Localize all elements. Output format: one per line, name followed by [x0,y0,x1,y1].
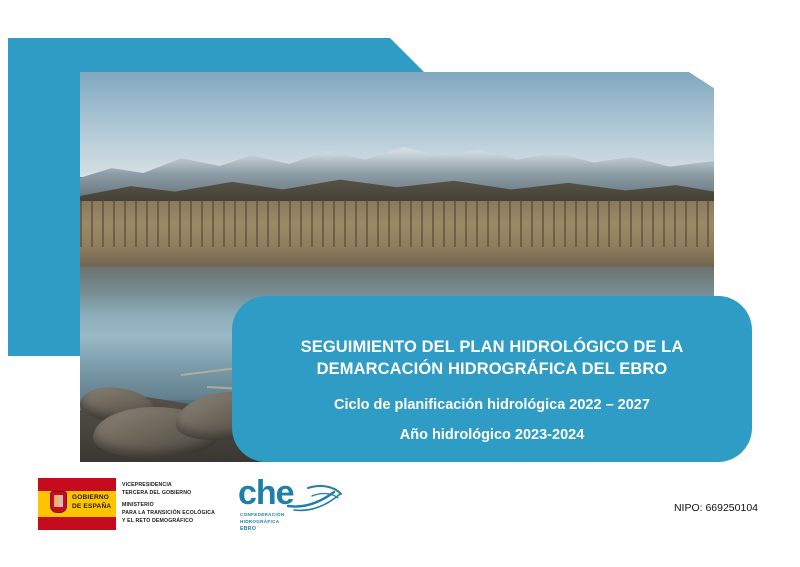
page-title-line-1: SEGUIMIENTO DEL PLAN HIDROLÓGICO DE LA [300,338,684,356]
page-subtitle-year: Año hidrológico 2023-2024 [399,426,585,443]
water-swirl-icon [284,482,344,512]
cover-footer [0,470,800,567]
gobierno-label-line-2: DE ESPAÑA [72,502,112,510]
page-subtitle-cycle: Ciclo de planificación hidrológica 2022 – 2027 [334,396,650,413]
ministerio-line-1: MINISTERIO [122,502,154,509]
gobierno-label [72,494,111,512]
ministerio-line-2: PARA LA TRANSICIÓN ECOLÓGICA [122,510,216,517]
vicepresidencia-line-1: VICEPRESIDENCIA [122,482,172,488]
photo-treeline [80,201,714,248]
ministry-text-block [122,478,215,530]
cover-title-panel [232,296,752,462]
vicepresidencia-block [122,481,215,497]
che-subtitle-line-2: HIDROGRÁFICA [240,518,280,524]
che-subtitle-line-1: CONFEDERACIÓN [240,512,285,517]
page-title-line-2: DEMARCACIÓN HIDROGRÁFICA DEL EBRO [316,360,668,379]
che-logo [238,476,348,532]
nipo-code: NIPO: 669250104 [673,502,758,514]
che-basin-label: EBRO [240,526,257,532]
coat-of-arms-icon [50,491,67,513]
vicepresidencia-line-2: TERCERA DEL GOBIERNO [122,490,192,497]
che-wordmark: che [238,474,294,512]
gobierno-label-line-1: GOBIERNO [72,494,109,501]
che-subtitle [240,512,284,526]
spanish-flag-icon [38,478,116,530]
gobierno-de-espana-logo [38,478,218,530]
ministerio-line-3: Y EL RETO DEMOGRÁFICO [122,518,194,525]
ministerio-block [122,501,215,525]
